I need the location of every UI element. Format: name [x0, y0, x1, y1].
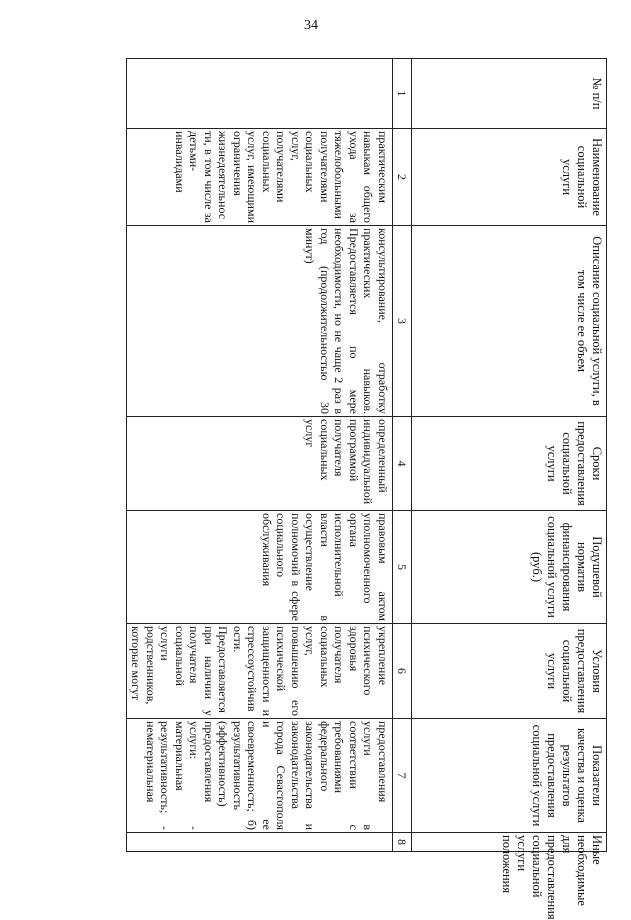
- column-number: 4: [393, 417, 412, 511]
- cell-norm: правовым актом уполномоченного органа исполнительной власти в осуществление полномочий в сфере социального обслуживания: [127, 511, 393, 624]
- cell-quality: предоставления услуги в соответствии с требованиями федерального законодательства и законодательства города Севастополя и ее своевременность; б) результативность (эффективность) предоставления услуги: - материальная результативность; - нематериальная: [127, 719, 393, 833]
- column-number: 8: [393, 833, 412, 852]
- page-number: 34: [304, 18, 318, 33]
- header-terms: Сроки предоставления социальной услуги: [412, 417, 607, 511]
- header-description: Описание социальной услуги, в том числе ее объем: [412, 226, 607, 417]
- table-row: [127, 59, 393, 852]
- header-norm: Подушевой норматив финансирования социальной услуги (руб.): [412, 511, 607, 624]
- cell-other: [127, 833, 393, 852]
- cell-name: практическим навыкам общего ухода за тяжелобольными получателями социальных услуг, получателями социальных услуг, имеющими ограничения жизнедеятельности, в том числе за детьми-инвалидами: [127, 129, 393, 226]
- column-number: 6: [393, 624, 412, 719]
- rotated-table-wrapper: [107, 58, 607, 920]
- header-quality: Показатели качества и оценка результатов предоставления социальной услуги: [412, 719, 607, 833]
- header-conditions: Условия предоставления социальной услуги: [412, 624, 607, 719]
- header-row: [412, 59, 607, 852]
- cell-conditions: укрепление психического здоровья получателя социальных услуг, повышению его психической защищенности и стрессоустойчивости. Предоставляется при наличии у получателя социальной услуги родственников, которые могут: [127, 624, 393, 719]
- column-number: 3: [393, 226, 412, 417]
- header-num: № п/п: [412, 59, 607, 129]
- column-number: 7: [393, 719, 412, 833]
- header-name: Наименование социальной услуги: [412, 129, 607, 226]
- column-number-row: [393, 59, 412, 852]
- cell-terms: определенный индивидуальной программой получателя социальных услуг: [127, 417, 393, 511]
- header-other: Иные необходимые для предоставления социальной услуги положения: [412, 833, 607, 852]
- column-number: 5: [393, 511, 412, 624]
- column-number: 2: [393, 129, 412, 226]
- cell-num: [127, 59, 393, 129]
- cell-description: консультирование, отработку практических навыков. Предоставляется по мере необходимости, но не чаще 2 раз в год (продолжительностью 30 минут): [127, 226, 393, 417]
- column-number: 1: [393, 59, 412, 129]
- services-table: [126, 58, 607, 920]
